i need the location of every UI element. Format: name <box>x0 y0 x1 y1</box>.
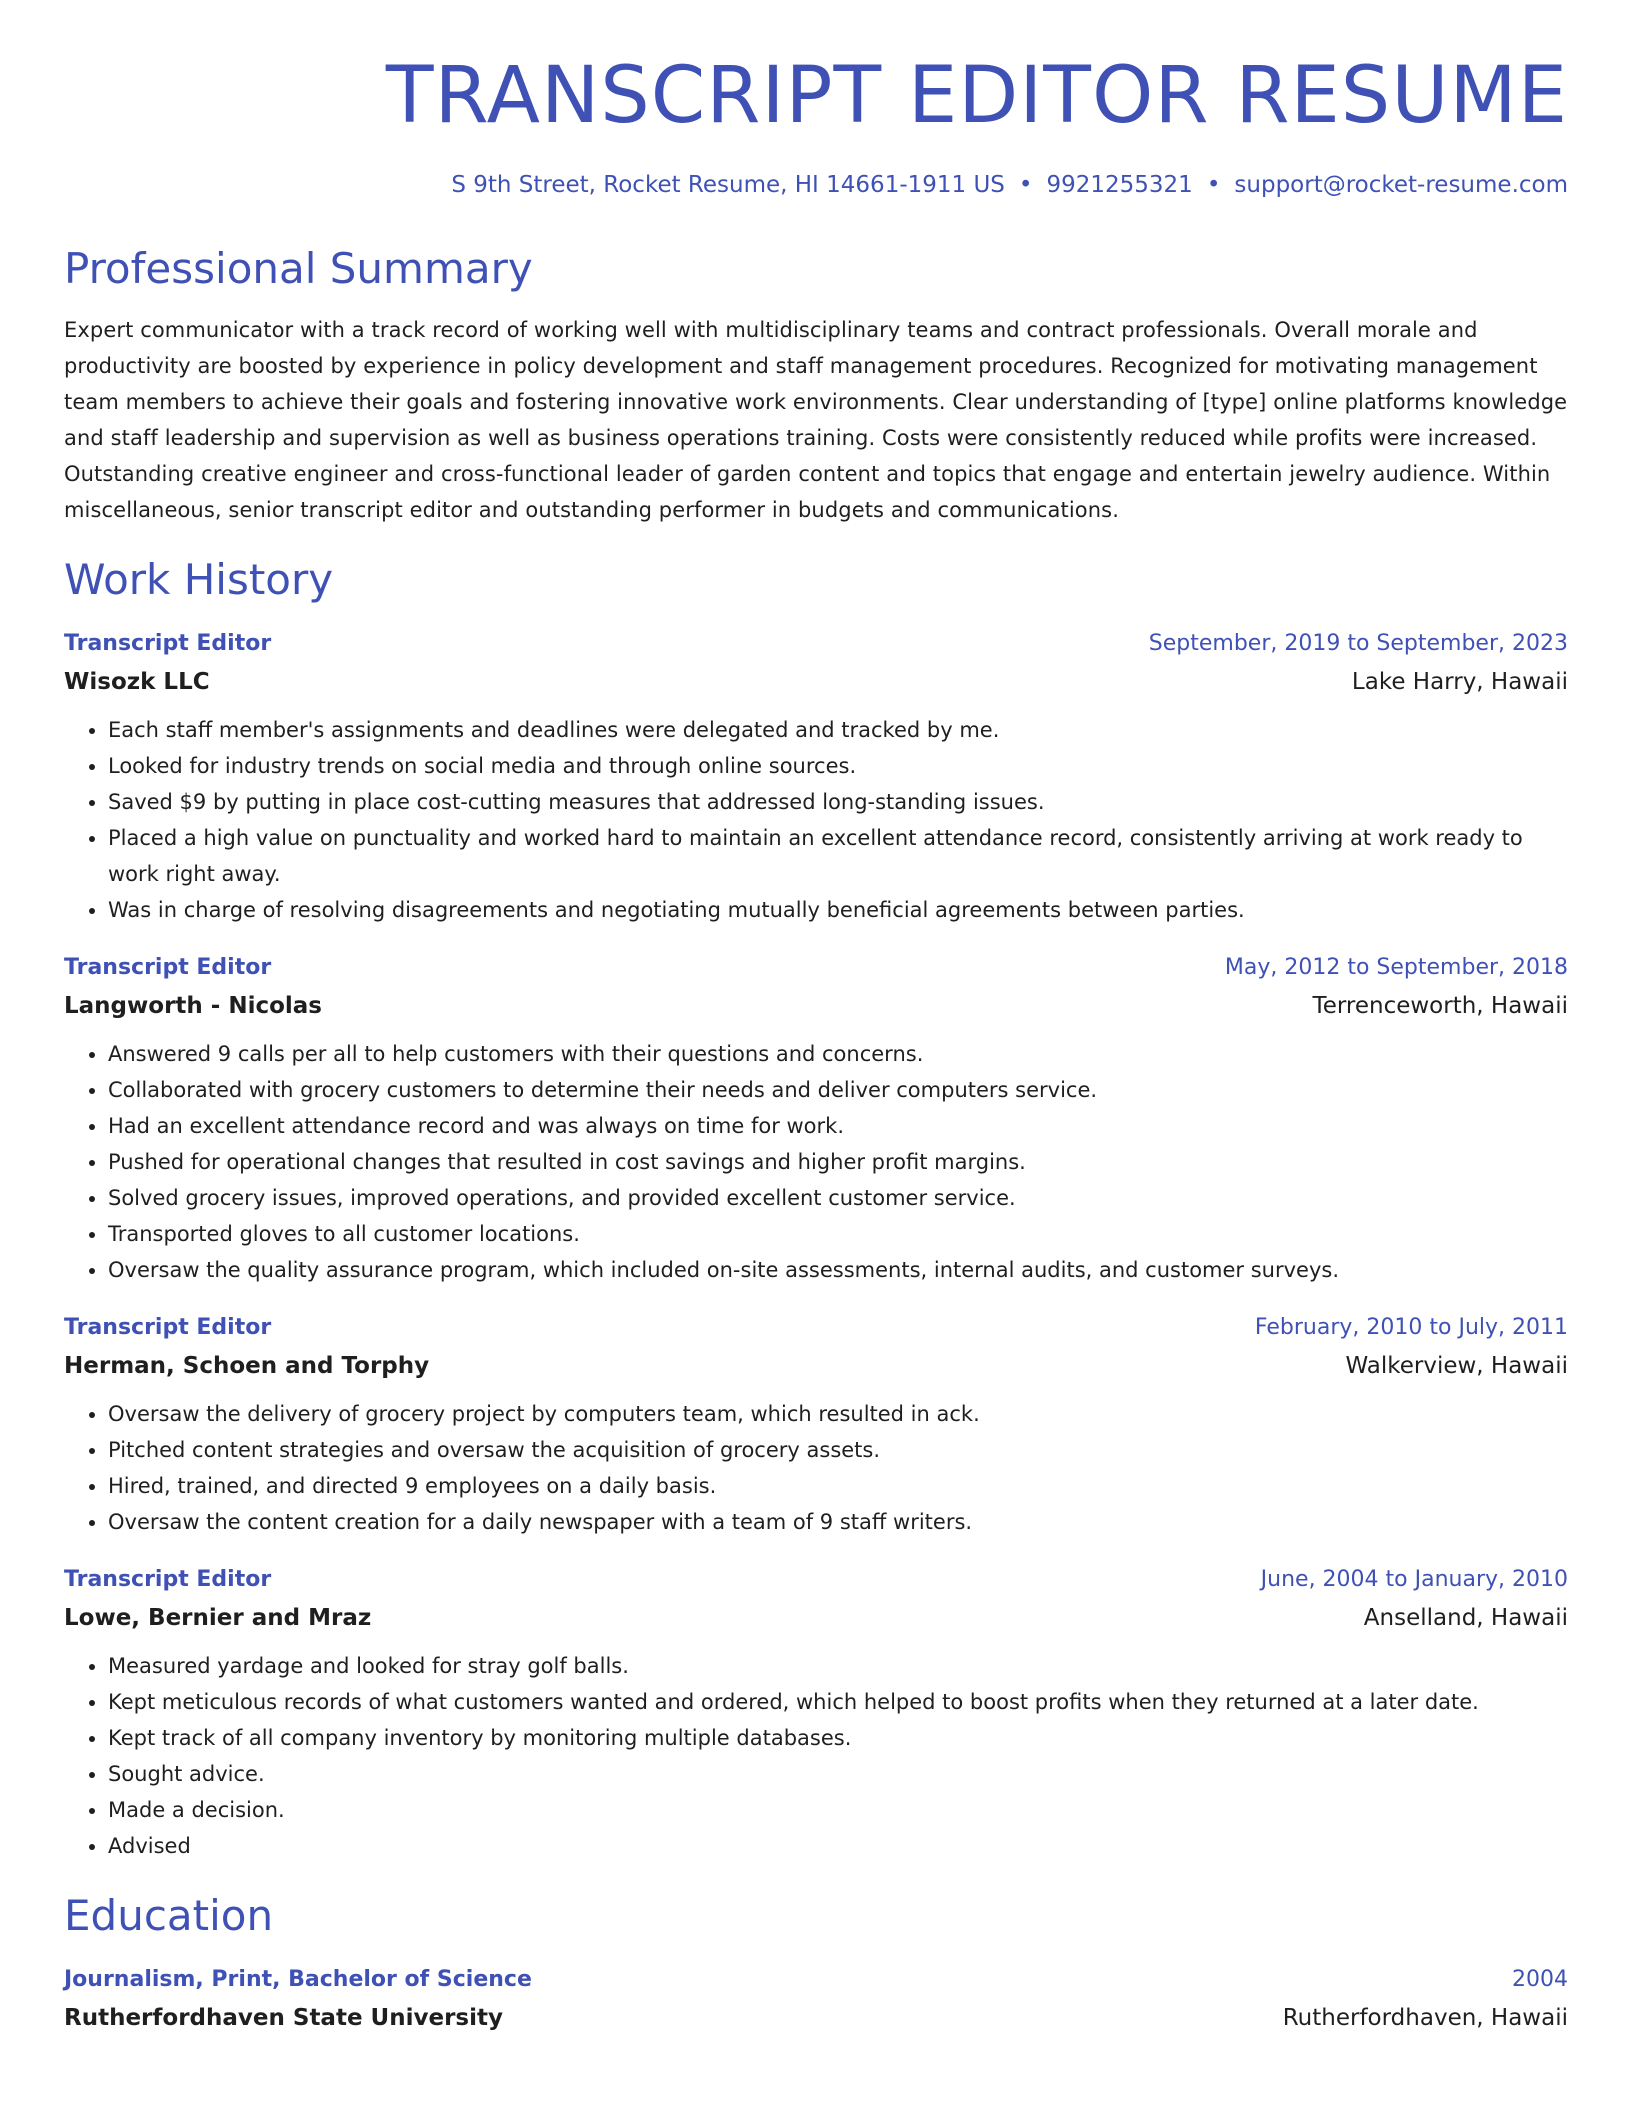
job-bullet: • Each staff member's assignments and deadlines were delegated and tracked by me. <box>108 712 1568 748</box>
job-bullet: • Looked for industry trends on social media and through online sources. <box>108 748 1568 784</box>
education-entry <box>64 1962 1568 2038</box>
job-bullet: • Measured yardage and looked for stray golf balls. <box>108 1648 1568 1684</box>
job-location: Walkerview, Hawaii <box>1345 1352 1568 1379</box>
job-bullet: • Oversaw the delivery of grocery project by computers team, which resulted in ack. <box>108 1396 1568 1432</box>
job-bullet: • Made a decision. <box>108 1792 1568 1828</box>
job-dates: May, 2012 to September, 2018 <box>1224 954 1568 980</box>
work-history-heading: Work History <box>64 554 334 604</box>
contact-phone: 9921255321 <box>1046 171 1193 198</box>
job-bullet: • Saved $9 by putting in place cost-cutting measures that addressed long-standing issues. <box>108 784 1568 820</box>
job-dates: September, 2019 to September, 2023 <box>1148 630 1568 656</box>
job-bullet: • Pitched content strategies and oversaw the acquisition of grocery assets. <box>108 1432 1568 1468</box>
job-title: Transcript Editor <box>64 1566 272 1592</box>
job-title: Transcript Editor <box>64 954 272 980</box>
job-bullet: • Oversaw the quality assurance program, which included on-site assessments, internal audits, and customer surveys. <box>108 1252 1568 1288</box>
summary-text: Expert communicator with a track record of working well with multidisciplinary teams and contract professionals. Overall morale and productivity are boosted by experience in policy development and staff management procedures. Recognized for motivating management team members to achieve their goals and fostering innovative work environments. Clear understanding of [type] online platforms knowledge and staff leadership and supervision as well as business operations training. Costs were consistently reduced while profits were increased. Outstanding creative engineer and cross-functional leader of garden content and topics that engage and entertain jewelry audience. Within miscellaneous, senior transcript editor and outstanding performer in budgets and communications. <box>64 317 1568 522</box>
job-company: Langworth - Nicolas <box>64 992 322 1019</box>
job-location: Lake Harry, Hawaii <box>1351 668 1568 695</box>
job-entry <box>64 1310 1568 1540</box>
job-entry <box>64 1562 1568 1864</box>
job-bullet: • Sought advice. <box>108 1756 1568 1792</box>
job-company: Lowe, Bernier and Mraz <box>64 1604 372 1631</box>
job-bullet: • Kept meticulous records of what customers wanted and ordered, which helped to boost profits when they returned at a later date. <box>108 1684 1568 1720</box>
job-bullet: • Hired, trained, and directed 9 employees on a daily basis. <box>108 1468 1568 1504</box>
resume-title: TRANSCRIPT EDITOR RESUME <box>385 51 1568 141</box>
job-bullet: • Transported gloves to all customer locations. <box>108 1216 1568 1252</box>
job-entry <box>64 950 1568 1288</box>
job-dates: June, 2004 to January, 2010 <box>1260 1566 1568 1592</box>
job-title: Transcript Editor <box>64 630 272 656</box>
job-bullet: • Collaborated with grocery customers to determine their needs and deliver computers service. <box>108 1072 1568 1108</box>
summary-heading: Professional Summary <box>64 244 533 294</box>
job-dates: February, 2010 to July, 2011 <box>1254 1314 1568 1340</box>
job-bullet: • Kept track of all company inventory by monitoring multiple databases. <box>108 1720 1568 1756</box>
education-year: 2004 <box>1512 1967 1568 1993</box>
job-location: Anselland, Hawaii <box>1363 1604 1568 1631</box>
job-bullets <box>64 1396 1568 1540</box>
education-location: Rutherfordhaven, Hawaii <box>1282 2005 1568 2032</box>
job-bullet: • Answered 9 calls per all to help customers with their questions and concerns. <box>108 1036 1568 1072</box>
job-bullet: • Solved grocery issues, improved operations, and provided excellent customer service. <box>108 1180 1568 1216</box>
job-bullets <box>64 1648 1568 1864</box>
job-title: Transcript Editor <box>64 1314 272 1340</box>
resume-page <box>64 0 1568 2038</box>
job-bullet: • Advised <box>108 1828 1568 1864</box>
bullet-separator: • <box>1018 171 1033 198</box>
job-company: Herman, Schoen and Torphy <box>64 1352 430 1379</box>
education-degree: Journalism, Print, Bachelor of Science <box>64 1967 532 1993</box>
education-heading: Education <box>64 1890 274 1940</box>
job-bullets <box>64 712 1568 928</box>
job-bullet: • Pushed for operational changes that resulted in cost savings and higher profit margins. <box>108 1144 1568 1180</box>
job-location: Terrenceworth, Hawaii <box>1312 992 1568 1019</box>
job-bullet: • Had an excellent attendance record and was always on time for work. <box>108 1108 1568 1144</box>
education-school: Rutherfordhaven State University <box>64 2005 503 2032</box>
job-bullets <box>64 1036 1568 1288</box>
contact-address: S 9th Street, Rocket Resume, HI 14661-1911 US <box>451 171 1005 198</box>
work-history-list <box>64 626 1568 1864</box>
contact-line <box>64 172 1568 200</box>
contact-email[interactable]: support@rocket-resume.com <box>1234 171 1568 198</box>
job-bullet: • Oversaw the content creation for a daily newspaper with a team of 9 staff writers. <box>108 1504 1568 1540</box>
job-bullet: • Was in charge of resolving disagreements and negotiating mutually beneficial agreements between parties. <box>108 892 1568 928</box>
bullet-separator: • <box>1206 171 1221 198</box>
job-bullet: • Placed a high value on punctuality and worked hard to maintain an excellent attendance record, consistently arriving at work ready to work right away. <box>108 820 1568 892</box>
job-entry <box>64 626 1568 928</box>
job-company: Wisozk LLC <box>64 668 210 695</box>
